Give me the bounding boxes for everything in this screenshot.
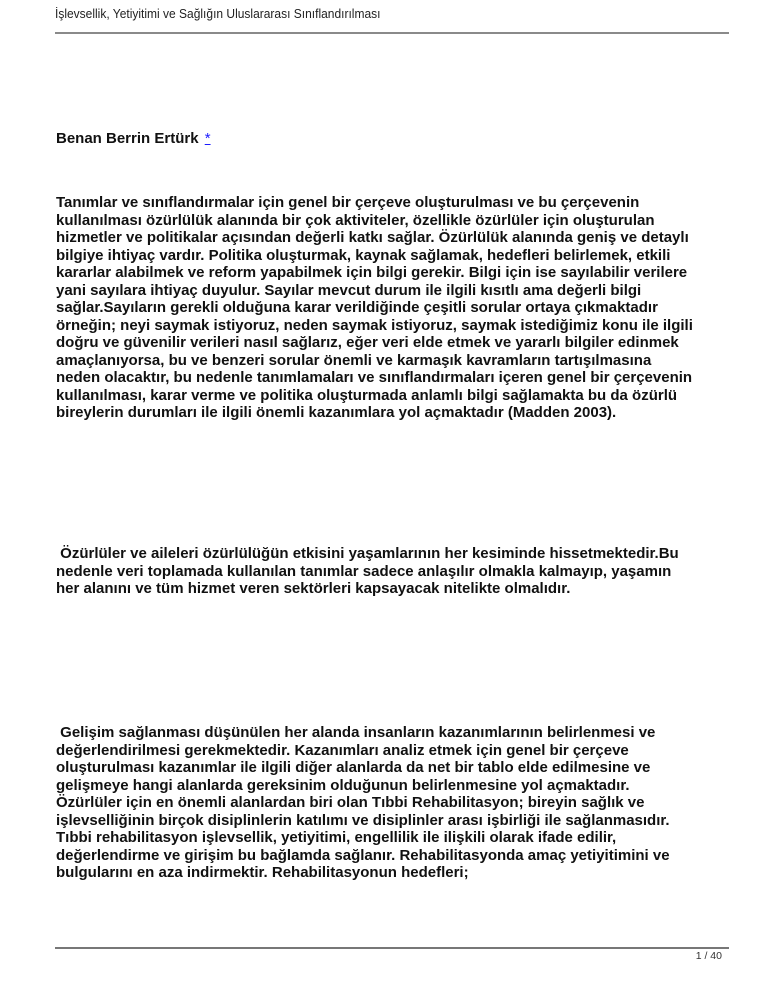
paragraph-line: doğru ve güvenilir verileri nasıl sağlarız, eğer veri elde etmek ve yararlı bilgiler edinmek <box>56 334 679 351</box>
paragraph-line: kararlar alabilmek ve reform yapabilmek için bilgi gerekir. Bilgi için ise sayılabilir verilere <box>56 264 688 281</box>
paragraph-line: işlevselliğinin birçok disiplinlerin katılımı ve disiplinler arası işbirliği ile sağlanmasıdır. <box>56 811 670 829</box>
paragraph-line: amaçlanıyorsa, bu ve benzeri sorular önemli ve karmaşık kavramların tartışılmasına <box>56 351 652 369</box>
footer-divider <box>55 947 729 949</box>
paragraph-line: bulgularını en aza indirmektir. Rehabilitasyonun hedefleri; <box>56 864 469 881</box>
paragraph-2 <box>56 545 736 598</box>
footnote-link[interactable]: * <box>204 130 211 147</box>
paragraph-line: oluşturulması kazanımlar ile ilgili diğer alanlarda da net bir tablo elde edilmesine ve <box>56 759 651 776</box>
paragraph-line: Gelişim sağlanması düşünülen her alanda insanların kazanımlarının belirlenmesi ve <box>56 724 656 741</box>
paragraph-line: değerlendirme ve girişim bu bağlamda sağlanır. Rehabilitasyonda amaç yetiyitimini ve <box>56 846 670 864</box>
paragraph-line: bireylerin durumları ile ilgili önemli kazanımlara yol açmaktadır (Madden 2003). <box>56 404 617 421</box>
document-title: İşlevsellik, Yetiyitimi ve Sağlığın Uluslararası Sınıflandırılması <box>55 7 381 21</box>
paragraph-line: hizmetler ve politikalar açısından değerli katkı sağlar. Özürlülük alanında geniş ve detaylı <box>56 229 689 246</box>
paragraph-line: her alanını ve tüm hizmet veren sektörleri kapsayacak nitelikte olmalıdır. <box>56 580 571 597</box>
paragraph-3 <box>56 724 736 882</box>
page-number: 1 / 40 <box>695 950 722 962</box>
paragraph-line: nedenle veri toplamada kullanılan tanımlar sadece anlaşılır olmakla kalmayıp, yaşamın <box>56 562 672 580</box>
paragraph-line: değerlendirilmesi gerekmektedir. Kazanımları analiz etmek için genel bir çerçeve <box>56 741 629 759</box>
author-name: Benan Berrin Ertürk <box>56 130 199 147</box>
paragraph-line: kullanılması, karar verme ve politika oluşturmada anlamlı bilgi sağlamakta bu da özürlü <box>56 386 678 404</box>
paragraph-line: neden olacaktır, bu nedenle tanımlamaları ve sınıflandırmaları içeren genel bir çerçevenin <box>56 369 693 386</box>
paragraph-line: sağlar.Sayıların gerekli olduğuna karar verildiğinde çeşitli sorular ortaya çıkmaktadır <box>56 299 658 316</box>
paragraph-line: Tıbbi rehabilitasyon işlevsellik, yetiyitimi, engellilik ile ilişkili olarak ifade edilir, <box>56 829 617 846</box>
paragraph-line: yani sayılara ihtiyaç duyulur. Sayılar mevcut durum ile ilgili kısıtlı ama değerli bilgi <box>56 281 642 299</box>
page-header <box>55 7 729 21</box>
paragraph-line: Özürlüler için en önemli alanlardan biri olan Tıbbi Rehabilitasyon; bireyin sağlık ve <box>56 794 645 811</box>
paragraph-line: kullanılması özürlülük alanında bir çok aktiviteler, özellikle özürlüler için oluşturulan <box>56 211 655 229</box>
paragraph-line: Tanımlar ve sınıflandırmalar için genel bir çerçeve oluşturulması ve bu çerçevenin <box>56 194 640 211</box>
header-divider <box>55 32 729 34</box>
paragraph-1 <box>56 194 736 422</box>
paragraph-line: bilgiye ihtiyaç vardır. Politika oluşturmak, kaynak sağlamak, hedefleri belirlemek, etkili <box>56 246 671 264</box>
paragraph-line: Özürlüler ve aileleri özürlülüğün etkisini yaşamlarının her kesiminde hissetmektedir.Bu <box>56 545 679 562</box>
paragraph-line: örneğin; neyi saymak istiyoruz, neden saymak istiyoruz, saymak istediğimiz konu ile ilgili <box>56 316 693 334</box>
author-line <box>56 130 211 147</box>
paragraph-line: gelişmeye hangi alanlarda gereksinim olduğunun belirlenmesine yol açmaktadır. <box>56 776 630 794</box>
